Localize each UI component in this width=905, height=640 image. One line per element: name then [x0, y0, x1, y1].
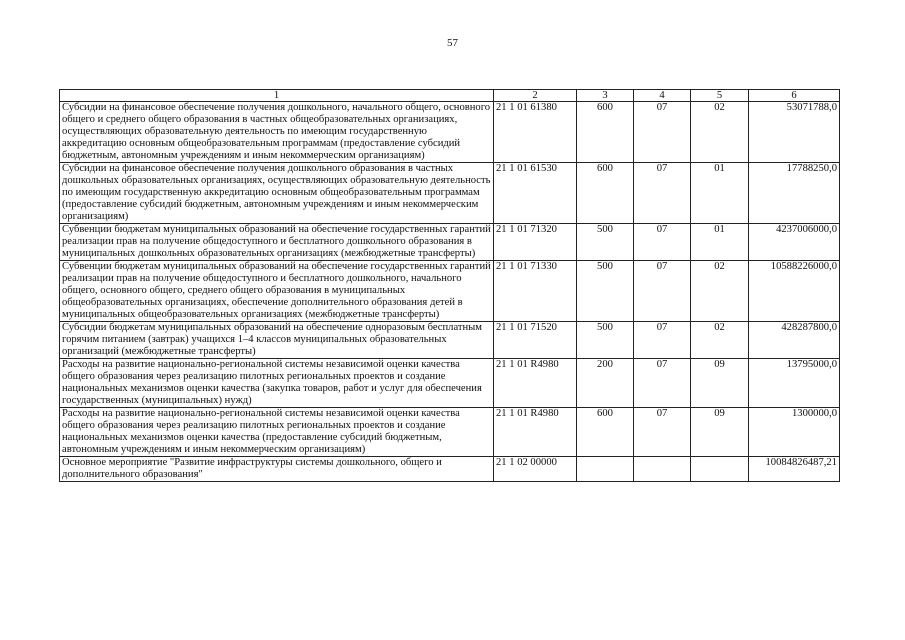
column-header-3: 3: [577, 90, 634, 102]
row-col-5: 01: [691, 163, 749, 224]
budget-table: [59, 89, 840, 482]
row-col-3: 600: [577, 102, 634, 163]
table-row: [60, 163, 840, 224]
row-col-4: 07: [634, 322, 691, 359]
row-col-5: 09: [691, 359, 749, 408]
row-col-4: 07: [634, 163, 691, 224]
row-code: 21 1 01 71520: [494, 322, 577, 359]
row-code: 21 1 01 R4980: [494, 408, 577, 457]
row-amount: 10588226000,0: [749, 261, 840, 322]
row-code: 21 1 01 61380: [494, 102, 577, 163]
row-name: Субсидии бюджетам муниципальных образований на обеспечение одноразовым бесплатным горячим питанием (завтрак) учащихся 1–4 классов муниципальных образовательных организаций (межбюджетные трансферты): [60, 322, 494, 359]
row-code: 21 1 01 61530: [494, 163, 577, 224]
row-name: Субсидии на финансовое обеспечение получения дошкольного, начального общего, основного общего и среднего общего образования в частных общеобразовательных организациях, осуществляющих образовательную деятельность по имеющим государственную аккредитацию основным общеобразовательным программам (предоставление субсидий бюджетным, автономным учреждениям и иным некоммерческим организациям): [60, 102, 494, 163]
row-name: Субвенции бюджетам муниципальных образований на обеспечение государственных гарантий реализации прав на получение общедоступного и бесплатного дошкольного образования в муниципальных дошкольных образовательных организациях (межбюджетные трансферты): [60, 224, 494, 261]
row-col-4: 07: [634, 102, 691, 163]
row-col-3: [577, 457, 634, 482]
row-name: Субсидии на финансовое обеспечение получения дошкольного образования в частных дошкольных образовательных организациях, осуществляющих образовательную деятельность по имеющим государственную аккредитацию основным общеобразовательным программам (предоставление субсидий бюджетным, автономным учреждениям и иным некоммерческим организациям): [60, 163, 494, 224]
row-amount: 428287800,0: [749, 322, 840, 359]
row-code: 21 1 01 71330: [494, 261, 577, 322]
row-name: Расходы на развитие национально-региональной системы независимой оценки качества общего образования через реализацию пилотных региональных проектов и создание национальных механизмов оценки качества (закупка товаров, работ и услуг для обеспечения государственных (муниципальных) нужд): [60, 359, 494, 408]
row-col-5: 02: [691, 102, 749, 163]
row-col-3: 500: [577, 322, 634, 359]
row-amount: 13795000,0: [749, 359, 840, 408]
row-code: 21 1 01 R4980: [494, 359, 577, 408]
row-col-3: 200: [577, 359, 634, 408]
row-col-4: 07: [634, 261, 691, 322]
row-col-5: 01: [691, 224, 749, 261]
table-row: [60, 261, 840, 322]
column-header-5: 5: [691, 90, 749, 102]
row-col-5: 02: [691, 322, 749, 359]
table-row: [60, 322, 840, 359]
row-amount: 1300000,0: [749, 408, 840, 457]
row-code: 21 1 02 00000: [494, 457, 577, 482]
table-row: [60, 102, 840, 163]
row-code: 21 1 01 71320: [494, 224, 577, 261]
table-header-row: [60, 90, 840, 102]
row-name: Основное мероприятие "Развитие инфраструктуры системы дошкольного, общего и дополнительного образования": [60, 457, 494, 482]
row-col-3: 500: [577, 261, 634, 322]
table-row: [60, 408, 840, 457]
row-amount: 4237006000,0: [749, 224, 840, 261]
column-header-1: 1: [60, 90, 494, 102]
column-header-6: 6: [749, 90, 840, 102]
row-amount: 17788250,0: [749, 163, 840, 224]
row-col-4: [634, 457, 691, 482]
row-col-3: 600: [577, 408, 634, 457]
row-amount: 53071788,0: [749, 102, 840, 163]
column-header-4: 4: [634, 90, 691, 102]
table-row: [60, 224, 840, 261]
table-row: [60, 359, 840, 408]
page-number: 57: [447, 37, 458, 49]
row-name: Субвенции бюджетам муниципальных образований на обеспечение государственных гарантий реализации прав на получение общедоступного и бесплатного дошкольного, начального общего, основного общего, среднего общего образования в муниципальных общеобразовательных организациях, обеспечение дополнительного образования детей в муниципальных общеобразовательных организациях (межбюджетные трансферты): [60, 261, 494, 322]
row-col-3: 500: [577, 224, 634, 261]
table-row: [60, 457, 840, 482]
row-name: Расходы на развитие национально-региональной системы независимой оценки качества общего образования через реализацию пилотных региональных проектов и создание национальных механизмов оценки качества (предоставление субсидий бюджетным, автономным учреждениям и иным некоммерческим организациям): [60, 408, 494, 457]
row-col-5: 02: [691, 261, 749, 322]
row-col-4: 07: [634, 359, 691, 408]
row-col-5: [691, 457, 749, 482]
row-col-5: 09: [691, 408, 749, 457]
row-amount: 10084826487,21: [749, 457, 840, 482]
row-col-4: 07: [634, 224, 691, 261]
row-col-3: 600: [577, 163, 634, 224]
column-header-2: 2: [494, 90, 577, 102]
row-col-4: 07: [634, 408, 691, 457]
